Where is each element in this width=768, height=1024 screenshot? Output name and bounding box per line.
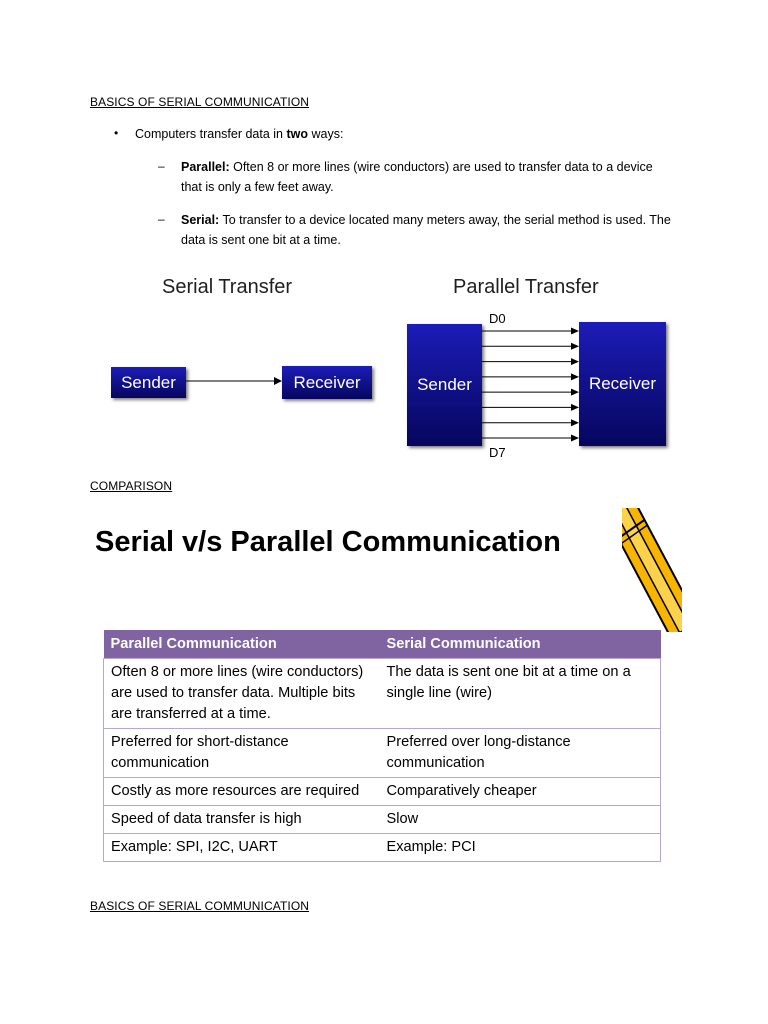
section-heading-basics-2: BASICS OF SERIAL COMMUNICATION	[90, 899, 310, 913]
table-cell: Comparatively cheaper	[380, 778, 661, 806]
arrowhead-icon	[571, 358, 579, 365]
arrowhead-icon	[571, 328, 579, 335]
bullet-text-bold: two	[286, 127, 308, 141]
parallel-sender-box	[407, 324, 482, 446]
dash-icon: –	[158, 159, 165, 173]
table-cell: Costly as more resources are required	[104, 778, 380, 806]
parallel-sender-label: Sender	[417, 375, 472, 394]
bullet-text-post: ways:	[308, 127, 344, 141]
parallel-receiver-box	[579, 322, 666, 446]
serial-receiver-label: Receiver	[293, 372, 361, 392]
serial-sender-label: Sender	[121, 372, 176, 392]
parallel-line-label-d0: D0	[489, 311, 506, 326]
arrowhead-icon	[571, 435, 579, 442]
section-heading-comparison: COMPARISON	[90, 479, 173, 493]
section-heading-basics: BASICS OF SERIAL COMMUNICATION	[90, 95, 310, 109]
parallel-lines	[482, 324, 579, 446]
sub-item-serial-label: Serial:	[181, 213, 220, 227]
pencil-icon	[622, 508, 682, 632]
arrowhead-icon	[571, 419, 579, 426]
table-cell: Often 8 or more lines (wire conductors) are used to transfer data. Multiple bits are transferred at a time.	[104, 659, 380, 729]
table-row	[104, 834, 661, 862]
table-header-row	[104, 630, 661, 659]
serial-sender-box	[111, 367, 186, 398]
parallel-transfer-title: Parallel Transfer	[453, 276, 599, 298]
serial-receiver-box	[282, 366, 372, 399]
dash-icon: –	[158, 212, 165, 226]
table-row	[104, 778, 661, 806]
arrowhead-icon	[571, 404, 579, 411]
arrowhead-icon	[571, 389, 579, 396]
serial-arrow	[186, 373, 282, 389]
table-row	[104, 659, 661, 729]
table-cell: Example: SPI, I2C, UART	[104, 834, 380, 862]
table-header-parallel: Parallel Communication	[104, 630, 380, 659]
sub-item-parallel-label: Parallel:	[181, 160, 230, 174]
arrowhead-icon	[571, 373, 579, 380]
bullet-text	[135, 124, 343, 144]
sub-item-parallel-line2: that is only a few feet away.	[181, 180, 334, 194]
bullet-icon: •	[114, 126, 119, 140]
sub-item-serial-line2: data is sent one bit at a time.	[181, 233, 341, 247]
comparison-table	[103, 630, 661, 862]
table-cell: The data is sent one bit at a time on a single line (wire)	[380, 659, 661, 729]
sub-item-parallel-line1: Often 8 or more lines (wire conductors) are used to transfer data to a device	[229, 160, 653, 174]
table-cell: Speed of data transfer is high	[104, 806, 380, 834]
bullet-text-pre: Computers transfer data in	[135, 127, 287, 141]
parallel-receiver-label: Receiver	[588, 374, 657, 393]
table-cell: Slow	[380, 806, 661, 834]
parallel-line-label-d7: D7	[489, 445, 506, 460]
table-row	[104, 806, 661, 834]
table-header-serial: Serial Communication	[380, 630, 661, 659]
comparison-title: Serial v/s Parallel Communication	[95, 526, 561, 558]
sub-item-serial-line1: To transfer to a device located many meters away, the serial method is used. The	[219, 213, 671, 227]
serial-transfer-title: Serial Transfer	[162, 276, 293, 298]
table-cell: Example: PCI	[380, 834, 661, 862]
sub-item-parallel	[181, 157, 701, 197]
sub-item-serial	[181, 210, 701, 250]
table-cell: Preferred for short-distance communication	[104, 729, 380, 778]
table-row	[104, 729, 661, 778]
arrowhead-icon	[571, 343, 579, 350]
table-cell: Preferred over long-distance communication	[380, 729, 661, 778]
